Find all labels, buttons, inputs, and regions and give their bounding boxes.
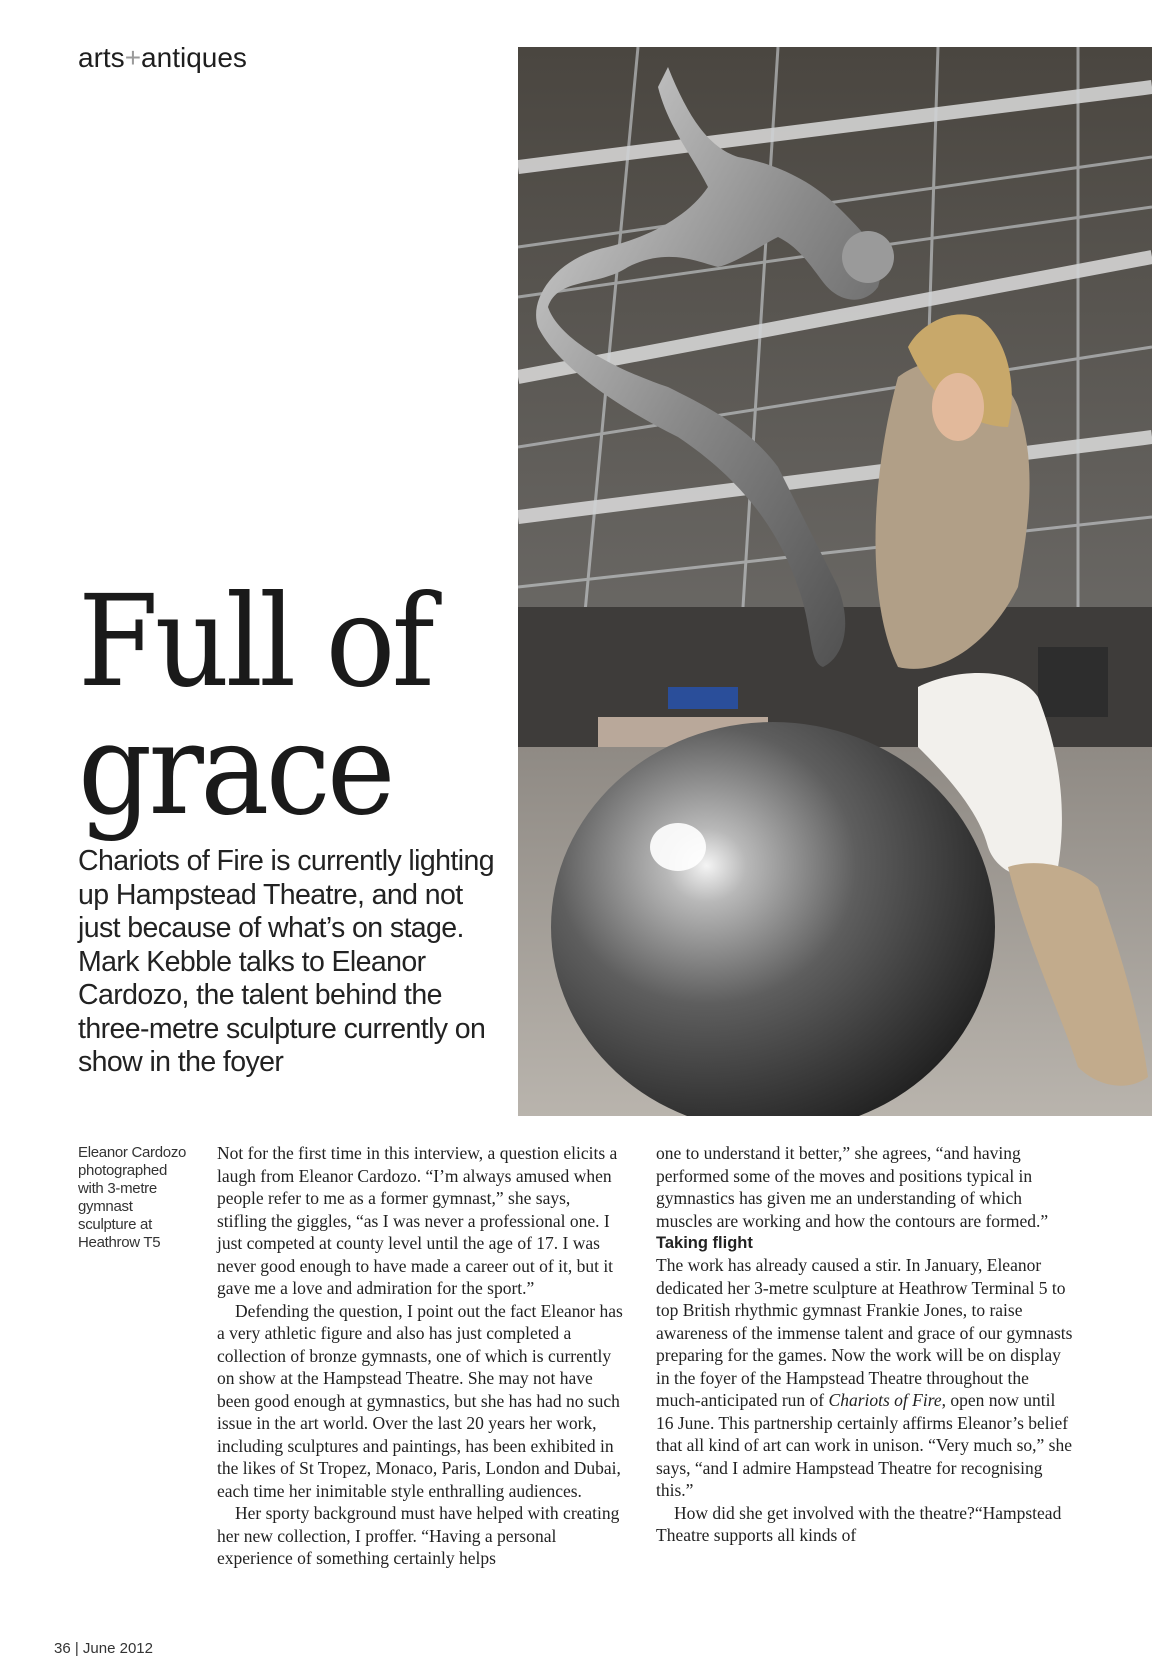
feature-photo	[518, 47, 1152, 1116]
body-paragraph: Her sporty background must have helped with creating her new collection, I proffer. “Having a personal experience of something certainly helps	[217, 1503, 620, 1568]
page-folio: 36 | June 2012	[54, 1640, 153, 1657]
show-title: Chariots of Fire	[828, 1390, 942, 1410]
standfirst: Chariots of Fire is currently lighting up Hampstead Theatre, and not just because of what’s on stage. Mark Kebble talks to Eleanor Cardozo, the talent behind the three-metre sculpture currently on show in the foyer	[78, 845, 494, 1078]
body-paragraph	[656, 1254, 1076, 1502]
subheading: Taking flight	[656, 1234, 753, 1252]
photo-caption: Eleanor Cardozo photographed with 3-metre gymnast sculpture at Heathrow T5	[78, 1144, 187, 1251]
feature-photo-illustration	[518, 47, 1152, 1116]
body-paragraph: Not for the first time in this interview, a question elicits a laugh from Eleanor Cardozo. “I’m always amused when people refer to me as a former gymnast,” she says, stifling the giggles, “as I was never a professional one. I just competed at county level until the age of 17. I was never good enough to have made a career out of it, but it gave me a love and admiration for the sport.”	[217, 1143, 618, 1298]
body-column-1	[217, 1142, 623, 1570]
body-text: The work has already caused a stir. In January, Eleanor dedicated her 3-metre sculpture at Heathrow Terminal 5 to top British rhythmic gymnast Frankie Jones, to raise awareness of the immense talent and grace of our gymnasts preparing for the games. Now the work will be on display in the foyer of the Hampstead Theatre throughout the much-anticipated run of	[656, 1255, 1073, 1410]
section-plus: +	[124, 42, 142, 73]
headline-line-2: grace	[78, 696, 392, 843]
body-paragraph: How did she get involved with the theatre?“Hampstead Theatre supports all kinds of	[656, 1502, 1062, 1545]
body-paragraph: Defending the question, I point out the fact Eleanor has a very athletic figure and also has just completed a collection of bronze gymnasts, one of which is currently on show at the Hampstead Theatre. She may not have been good enough at gymnastics, but she has had no such issue in the art world. Over the last 20 years her work, including sculptures and paintings, has been exhibited in the likes of St Tropez, Monaco, Paris, London and Dubai, each time her inimitable style enthralling audiences.	[217, 1300, 623, 1501]
headline-line-1: Full of	[78, 568, 432, 715]
section-label	[78, 42, 247, 74]
headline	[78, 568, 464, 843]
section-word-antiques: antiques	[141, 42, 247, 73]
section-word-arts: arts	[78, 42, 125, 73]
body-paragraph: one to understand it better,” she agrees, “and having performed some of the moves and positions typical in gymnastics has given me an understanding of which muscles are working and how the contours are formed.”	[656, 1143, 1049, 1231]
body-column-2	[656, 1142, 1076, 1547]
body-text: , open now until 16 June. This partnership certainly affirms Eleanor’s belief that all kind of art can work in unison. “Very much so,” she says, “and I admire Hampstead Theatre for recognising this.”	[656, 1390, 1073, 1500]
